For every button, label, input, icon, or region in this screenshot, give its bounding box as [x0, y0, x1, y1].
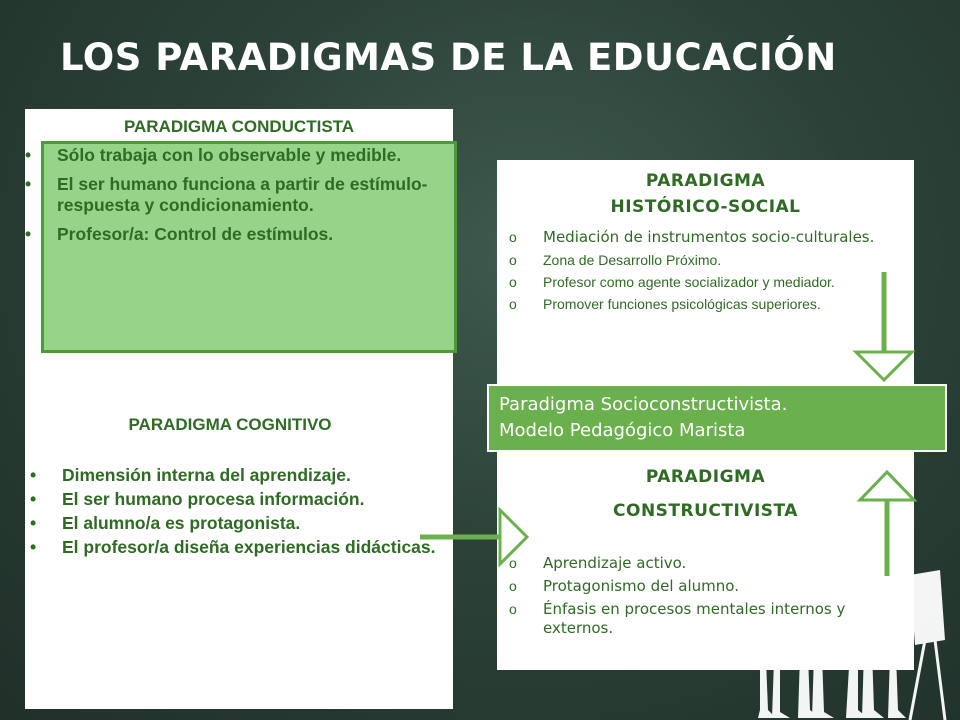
banner-line1: Paradigma Socioconstructivista. [499, 394, 788, 415]
constructivista-item: o Protagonismo del alumno. [543, 577, 888, 596]
historico-heading [497, 168, 914, 220]
constructivista-heading-line2: CONSTRUCTIVISTA [613, 501, 798, 521]
conductista-heading: PARADIGMA CONDUCTISTA [123, 117, 355, 136]
cognitivo-item: • El alumno/a es protagonista. [62, 513, 447, 534]
historico-item: o Zona de Desarrollo Próximo. [543, 252, 888, 269]
banner-line2: Modelo Pedagógico Marista [499, 420, 746, 441]
historico-heading-line2: HISTÓRICO-SOCIAL [610, 197, 801, 217]
slide-title: LOS PARADIGMAS DE LA EDUCACIÓN [60, 36, 837, 79]
constructivista-heading [497, 460, 914, 528]
historico-heading-line1: PARADIGMA [645, 171, 766, 191]
conductista-item: • Sólo trabaja con lo observable y medible. [57, 145, 447, 166]
people-silhouette-icon [740, 560, 960, 720]
constructivista-item: o Énfasis en procesos mentales internos y externos. [543, 600, 888, 638]
cognitivo-heading: PARADIGMA COGNITIVO [128, 415, 332, 434]
cognitivo-list [62, 465, 447, 561]
conductista-item: • El ser humano funciona a partir de estímulo-respuesta y condicionamiento. [57, 174, 447, 216]
conductista-list [57, 145, 447, 253]
historico-item: o Mediación de instrumentos socio-culturales. [543, 228, 888, 247]
historico-list [543, 228, 888, 318]
cognitivo-item: • El profesor/a diseña experiencias didácticas. [62, 537, 447, 558]
historico-item: o Promover funciones psicológicas superiores. [543, 296, 888, 313]
cognitivo-item: • El ser humano procesa información. [62, 489, 447, 510]
constructivista-heading-line1: PARADIGMA [645, 467, 766, 487]
conductista-item: • Profesor/a: Control de estímulos. [57, 224, 447, 245]
socioconstructivista-banner [487, 384, 947, 452]
constructivista-item: o Aprendizaje activo. [543, 554, 888, 573]
historico-item: o Profesor como agente socializador y mediador. [543, 274, 888, 291]
cognitivo-item: • Dimensión interna del aprendizaje. [62, 465, 447, 486]
